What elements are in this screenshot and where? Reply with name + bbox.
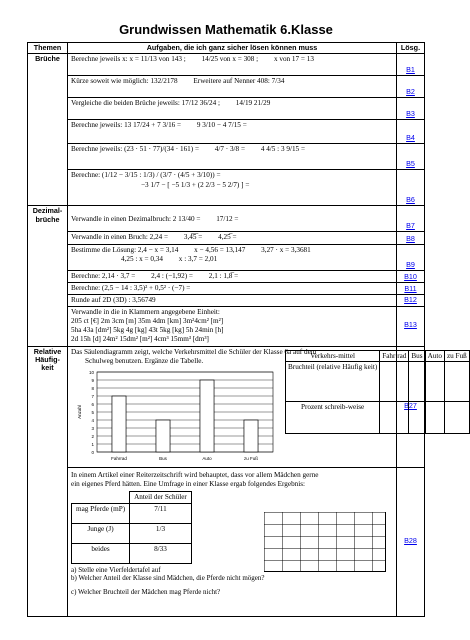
y-tick-label: 4 (91, 417, 94, 423)
transport-row-fraction-label: Bruchteil (relative Häufig keit) (286, 361, 380, 401)
topic-decimals: Dezimal-brüche (28, 206, 68, 346)
y-tick-label: 1 (91, 441, 94, 447)
task-b6: Berechne: (1/12 − 3/15 : 1/3) / (3/7 · (4/5 + 3/10)) = −3 1/7 − [ −5 1/3 + (2 2/3 − 5 2/7) ] = (68, 170, 397, 206)
transport-header-walk: zu Fuß (444, 350, 469, 361)
transport-header-bike: Fahr rad (380, 350, 409, 361)
table-row (28, 467, 425, 616)
y-tick-label: 3 (91, 425, 94, 431)
input-cell[interactable] (425, 401, 444, 433)
table-row (28, 295, 425, 306)
link-b10[interactable]: B10 (397, 271, 425, 283)
input-cell[interactable] (425, 361, 444, 401)
table-row (28, 54, 425, 76)
link-b11[interactable]: B11 (397, 283, 425, 295)
transport-table (285, 350, 470, 434)
worksheet-table (27, 42, 467, 617)
bar (244, 420, 258, 452)
input-cell[interactable] (380, 361, 409, 401)
task-b11: Berechne: (2,5 − 14 : 3,5)² + 0,5² · (−7) = (68, 283, 397, 295)
topic-relative-frequency: Relative Häufig-keit (28, 346, 68, 616)
y-tick-label: 10 (88, 369, 94, 375)
table-row (28, 283, 425, 295)
link-b4[interactable]: B4 (397, 120, 425, 144)
table-row (28, 98, 425, 120)
task-b7: Verwandle in einen Dezimalbruch: 2 13/40 = 17/12 = (68, 206, 397, 232)
task-b3: Vergleiche die beiden Brüche jeweils: 17/12 36/24 ; 14/19 21/29 (68, 98, 397, 120)
link-b6[interactable]: B6 (397, 170, 425, 206)
table-row (28, 120, 425, 144)
task-b5: Berechne jeweils: (23 · 51 · 77)/(34 · 161) = 4/7 · 3/8 = 4 4/5 : 3 9/15 = (68, 144, 397, 170)
y-tick-label: 9 (91, 377, 94, 383)
table-row (28, 232, 425, 245)
survey-table (71, 491, 192, 563)
survey-value-likes-horses: 7/11 (130, 503, 192, 523)
task-b28 (68, 467, 397, 616)
task-b10: Berechne: 2,14 · 3,7 = 2,4 : (−1,92) = 2,1 : 1,8̅ = (68, 271, 397, 283)
survey-header: Anteil der Schüler (130, 492, 192, 503)
y-tick-label: 6 (91, 401, 94, 407)
topic-fractions: Brüche (28, 54, 68, 206)
task-b12: Runde auf 2D (3D) : 3,56749 (68, 295, 397, 306)
link-b2[interactable]: B2 (397, 76, 425, 98)
bar (200, 380, 214, 452)
transport-header-bus: Bus (409, 350, 425, 361)
input-cell[interactable] (409, 361, 425, 401)
y-tick-label: 0 (91, 449, 94, 455)
task-b4: Berechne jeweils: 13 17/24 + 7 3/16 = 9 3/10 − 4 7/15 = (68, 120, 397, 144)
y-axis-label: Anzahl (77, 404, 82, 419)
table-row (28, 206, 425, 232)
survey-label-both: beides (72, 543, 130, 563)
input-cell[interactable] (444, 401, 469, 433)
link-b3[interactable]: B3 (397, 98, 425, 120)
chart-area: Das Säulendiagramm zeigt, welche Verkehrsmittel die Schüler der Klasse 6a auf dem Schulweg benutzen. Ergänze die Tabelle. 0 1 2 3 4 5 6 7 8 9 10 Anzahl Fahrrad Bus Auto zu Fuß Verkehrs-mittel Fahr rad Bus Auto zu Fuß Bruchteil (relative Häufig keit) Prozent schreib-weise (71, 348, 393, 466)
task-b9: Bestimme die Lösung: 2,4 − x = 3,14 x − 4,56 = 13,147 3,27 · x = 3,3681 4,25 : x = 0,34 x : 3,7 = 2,01 (68, 245, 397, 271)
link-b28[interactable]: B28 (397, 467, 425, 616)
task-b2: Kürze soweit wie möglich: 132/2178 Erweitere auf Nenner 408: 7/34 (68, 76, 397, 98)
x-tick-label: Fahrrad (111, 455, 127, 461)
question-c: c) Welcher Bruchteil der Mädchen mag Pferde nicht? (71, 587, 221, 596)
y-tick-label: 7 (91, 393, 94, 399)
input-cell[interactable] (380, 401, 409, 433)
transport-header-car: Auto (425, 350, 444, 361)
link-b1[interactable]: B1 (397, 54, 425, 76)
x-tick-label: zu Fuß (243, 455, 259, 461)
survey-value-boy: 1/3 (130, 523, 192, 543)
table-row (28, 245, 425, 271)
question-b: b) Welcher Anteil der Klasse sind Mädchen, die Pferde nicht mögen? (71, 573, 265, 582)
task-b1: Berechne jeweils x: x = 11/13 von 143 ; 14/25 von x = 308 ; x von 17 = 13 (68, 54, 397, 76)
table-row (28, 76, 425, 98)
survey-label-likes-horses: mag Pferde (mP) (72, 503, 130, 523)
question-a: a) Stelle eine Vierfeldertafel auf (71, 565, 161, 574)
link-b8[interactable]: B8 (397, 232, 425, 245)
y-tick-label: 5 (91, 409, 94, 415)
survey-value-both: 8/33 (130, 543, 192, 563)
task-b13: Verwandle in die in Klammern angegebene Einheit: 205 ct [€] 2m 3cm [m] 35m 4dm [km] 3m²4cm² [m²] 5ha 43a [dm²] 5kg 4g [kg] 43t 5kg [kg] 5h 24min [h] 2d 15h [d] 24m² 15dm² [m²] 4cm³ 15mm³ [dm³] (68, 306, 397, 346)
task-b8: Verwandle in einen Bruch: 2,24 = 3,4̅5̅ = 4,25̅ = (68, 232, 397, 245)
x-tick-label: Auto (202, 455, 212, 461)
table-row (28, 346, 425, 467)
bar (156, 420, 170, 452)
link-b7[interactable]: B7 (397, 206, 425, 232)
link-b27[interactable]: B27 (397, 346, 425, 467)
table-row (28, 144, 425, 170)
y-tick-label: 2 (91, 433, 94, 439)
header-tasks: Aufgaben, die ich ganz sicher lösen können muss (68, 43, 397, 54)
x-tick-label: Bus (159, 455, 167, 461)
table-row (28, 271, 425, 283)
input-cell[interactable] (444, 361, 469, 401)
page-title: Grundwissen Mathematik 6.Klasse (119, 22, 333, 37)
y-tick-label: 8 (91, 385, 94, 391)
bar-chart (73, 366, 283, 466)
table-row (28, 170, 425, 206)
transport-row-percent-label: Prozent schreib-weise (286, 401, 380, 433)
survey-area: In einem Artikel einer Reiterzeitschrift wird behauptet, dass vor allem Mädchen gerne ein eigenes Pferd hätten. Eine Umfrage in einer Klasse ergab folgendes Ergebnis: Anteil der Schüler mag Pferde (mP) 7/11 Junge (J) 1/3 beides 8/33 a) Stelle eine Vierfeldertafel auf b) Welcher Anteil der Klasse sind Mädchen, die Pferde nicht mögen? c) Welcher Bruchteil der Mädchen mag Pferde nicht? (68, 468, 396, 616)
link-b5[interactable]: B5 (397, 144, 425, 170)
table-row (28, 306, 425, 346)
answer-grid (264, 512, 386, 572)
table-header-row (28, 43, 425, 54)
link-b12[interactable]: B12 (397, 295, 425, 306)
header-topics: Themen (28, 43, 68, 54)
header-codes: Lösg. (397, 43, 425, 54)
survey-label-boy: Junge (J) (72, 523, 130, 543)
link-b9[interactable]: B9 (397, 245, 425, 271)
link-b13[interactable]: B13 (397, 306, 425, 346)
transport-header-mode: Verkehrs-mittel (286, 350, 380, 361)
bar (112, 396, 126, 452)
input-cell[interactable] (409, 401, 425, 433)
